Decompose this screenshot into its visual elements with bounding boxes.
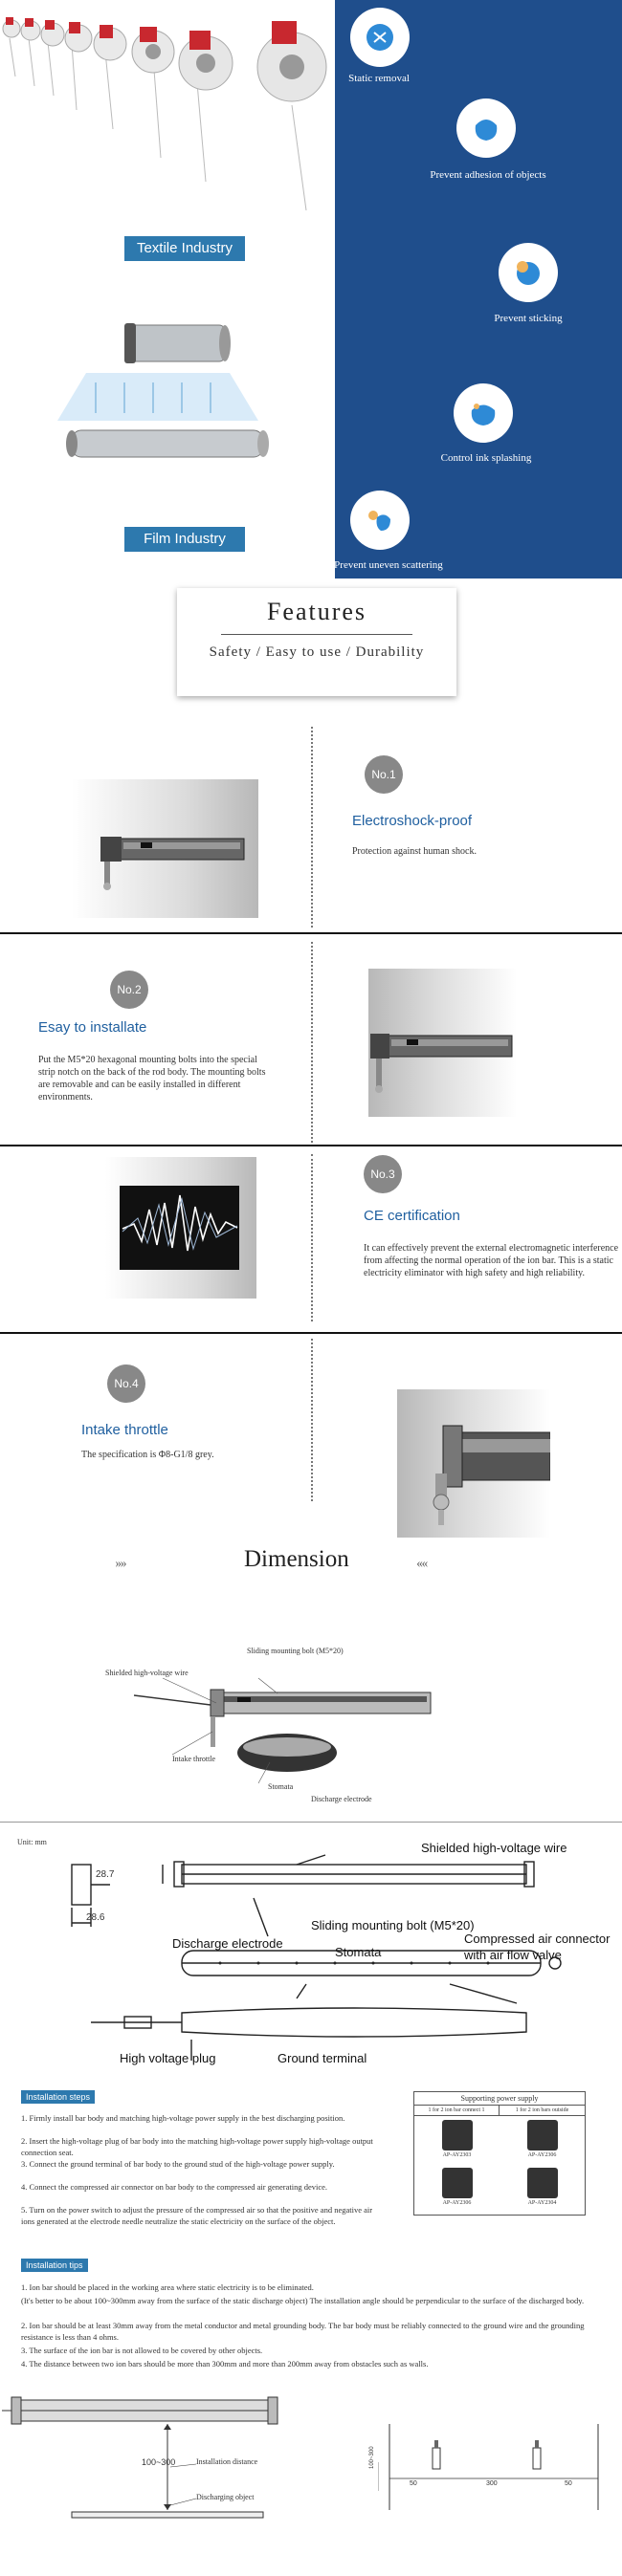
- dimension-title: Dimension: [244, 1546, 349, 1572]
- model-label: AP-AY2306: [442, 2200, 472, 2206]
- feature-number-badge: No.3: [364, 1155, 402, 1193]
- install-tip: (It's better to be about 100~300mm away from the surface of the static discharge object) The installation angle should be perpendicular to the surface of the discharged body.: [21, 2296, 585, 2305]
- unit-label: Unit: mm: [17, 1838, 47, 1846]
- stomata-label: Stomata: [335, 1945, 382, 1959]
- interference-waveform-photo: [105, 1157, 256, 1299]
- divider-dotted: [311, 727, 313, 928]
- feature-text: Protection against human shock.: [352, 846, 477, 857]
- feature-title: Esay to installate: [38, 1019, 147, 1036]
- install-tip: 3. The surface of the ion bar is not allowed to be covered by other objects.: [21, 2346, 263, 2355]
- supply-title: Supporting power supply: [414, 2092, 585, 2106]
- feature-number-badge: No.2: [110, 971, 148, 1009]
- stomata-label: Stomata: [268, 1782, 294, 1791]
- ion-bar-photo: [368, 969, 517, 1117]
- features-divider: [221, 634, 412, 635]
- install-step: 4. Connect the compressed air connector on bar body to the compressed air generating device.: [21, 2182, 328, 2192]
- benefit-label: Static removal: [348, 73, 410, 84]
- film-industry-label: Film Industry: [124, 527, 245, 552]
- feature-title: CE certification: [364, 1208, 460, 1224]
- hv-plug-label: High voltage plug: [120, 2051, 216, 2065]
- ion-bar-photo: [72, 779, 258, 918]
- textile-industry-label: Textile Industry: [124, 236, 245, 261]
- dimension-value: 28.7: [96, 1869, 115, 1880]
- feature-title: Electroshock-proof: [352, 813, 473, 829]
- intake-throttle-label: Intake throttle: [172, 1755, 216, 1763]
- feature-text: It can effectively prevent the external electromagnetic interference from affecting the normal operation of the ion bar. This is a static electricity eliminator with high safety and high reliability.: [364, 1243, 619, 1278]
- installation-steps-tag: Installation steps: [21, 2090, 95, 2104]
- divider-dotted: [311, 1339, 313, 1501]
- divider-dotted: [311, 942, 313, 1143]
- spacing-value: 50: [565, 2480, 572, 2487]
- benefit-label: Prevent uneven scattering: [334, 559, 443, 571]
- power-supply-image: [527, 2120, 558, 2150]
- section-divider-thin: [0, 1822, 622, 1823]
- benefit-label: Control ink splashing: [440, 452, 532, 464]
- power-supply-image: [527, 2168, 558, 2198]
- section-divider: [0, 1332, 622, 1334]
- section-divider: [0, 932, 622, 934]
- install-step: 3. Connect the ground terminal of bar body to the ground stud of the high-voltage power supply.: [21, 2159, 335, 2169]
- install-tip: 1. Ion bar should be placed in the working area where static electricity is to be eliminated.: [21, 2282, 314, 2292]
- install-step: 2. Insert the high-voltage plug of bar body into the matching high-voltage power supply high-voltage output connection seat.: [21, 2136, 373, 2157]
- discharge-electrode-label: Discharge electrode: [311, 1795, 372, 1803]
- benefit-label: Prevent sticking: [494, 313, 563, 324]
- chevrons-left: ››››: [115, 1557, 125, 1571]
- chevrons-right: ‹‹‹‹: [416, 1557, 427, 1571]
- connector-label: Compressed air connector: [464, 1932, 611, 1946]
- install-tip: 4. The distance between two ion bars should be more than 300mm and more than 200mm away from obstacles such as walls.: [21, 2359, 429, 2369]
- power-supply-image: [442, 2120, 473, 2150]
- feature-title: Intake throttle: [81, 1422, 168, 1438]
- power-supply-image: [442, 2168, 473, 2198]
- spacing-side-value: 100~300: [369, 2446, 375, 2469]
- film-roller-illustration: [38, 306, 297, 497]
- feature-text: The specification is Φ8-G1/8 grey.: [81, 1450, 214, 1460]
- ground-terminal-label: Ground terminal: [278, 2051, 367, 2065]
- dimension-value: 28.6: [86, 1912, 105, 1923]
- features-header: [177, 588, 456, 696]
- section-divider: [0, 1145, 622, 1146]
- installation-tips-tag: Installation tips: [21, 2259, 88, 2272]
- install-step: 1. Firmly install bar body and matching high-voltage power supply in the best discharging position.: [21, 2113, 345, 2123]
- features-subtitle: Safety / Easy to use / Durability: [209, 644, 425, 660]
- supply-column: 1 for 2 ion bar connect 1: [414, 2106, 500, 2115]
- discharge-electrode-label: Discharge electrode: [172, 1936, 283, 1951]
- textile-machine-illustration: [0, 0, 335, 229]
- install-tip: 2. Ion bar should be at least 30mm away from the metal conductor and metal grounding body. The bar body must be reliably connected to the ground wire and the grounding resistance is less than 4 ohms.: [21, 2321, 585, 2342]
- spacing-value: 300: [486, 2480, 498, 2487]
- supply-column: 1 for 2 ion bars outside: [515, 2107, 569, 2113]
- sliding-bolt-label: Sliding mounting bolt (M5*20): [311, 1918, 475, 1932]
- sticking-icon: [499, 243, 558, 302]
- discharging-object-label: Discharging object: [196, 2493, 255, 2501]
- model-label: AP-AY2304: [527, 2200, 557, 2206]
- install-distance-label: Installation distance: [196, 2457, 258, 2466]
- features-title: Features: [266, 598, 367, 625]
- feature-number-badge: No.1: [365, 755, 403, 794]
- scattering-icon: [350, 491, 410, 550]
- model-label: AP-AY2306: [527, 2152, 557, 2158]
- connector-label: with air flow valve: [464, 1948, 562, 1962]
- model-label: AP-AY2303: [442, 2152, 472, 2158]
- spacing-diagram: [378, 2419, 608, 2515]
- feature-text: Put the M5*20 hexagonal mounting bolts into the special strip notch on the back of the rod body. The mounting bolts are removable and can be easily installed in different environments.: [38, 1055, 266, 1102]
- divider-dotted: [311, 1154, 313, 1321]
- adhesion-icon: [456, 98, 516, 158]
- power-supply-table: [413, 2091, 586, 2216]
- static-removal-icon: [350, 8, 410, 67]
- shielded-wire-label: Shielded high-voltage wire: [105, 1669, 189, 1677]
- spacing-value: 50: [410, 2480, 417, 2487]
- distance-range-label: 100~300: [142, 2457, 176, 2467]
- sliding-bolt-label: Sliding mounting bolt (M5*20): [247, 1647, 344, 1655]
- intake-throttle-photo: [397, 1389, 550, 1538]
- benefit-label: Prevent adhesion of objects: [430, 169, 546, 181]
- install-step: 5. Turn on the power switch to adjust the pressure of the compressed air so that the positive and negative air ions generated at the electrode needle neutralize the static electricity on the surface of the object.: [21, 2205, 373, 2226]
- feature-number-badge: No.4: [107, 1364, 145, 1403]
- ink-splash-icon: [454, 383, 513, 443]
- shielded-wire-label: Shielded high-voltage wire: [421, 1841, 567, 1855]
